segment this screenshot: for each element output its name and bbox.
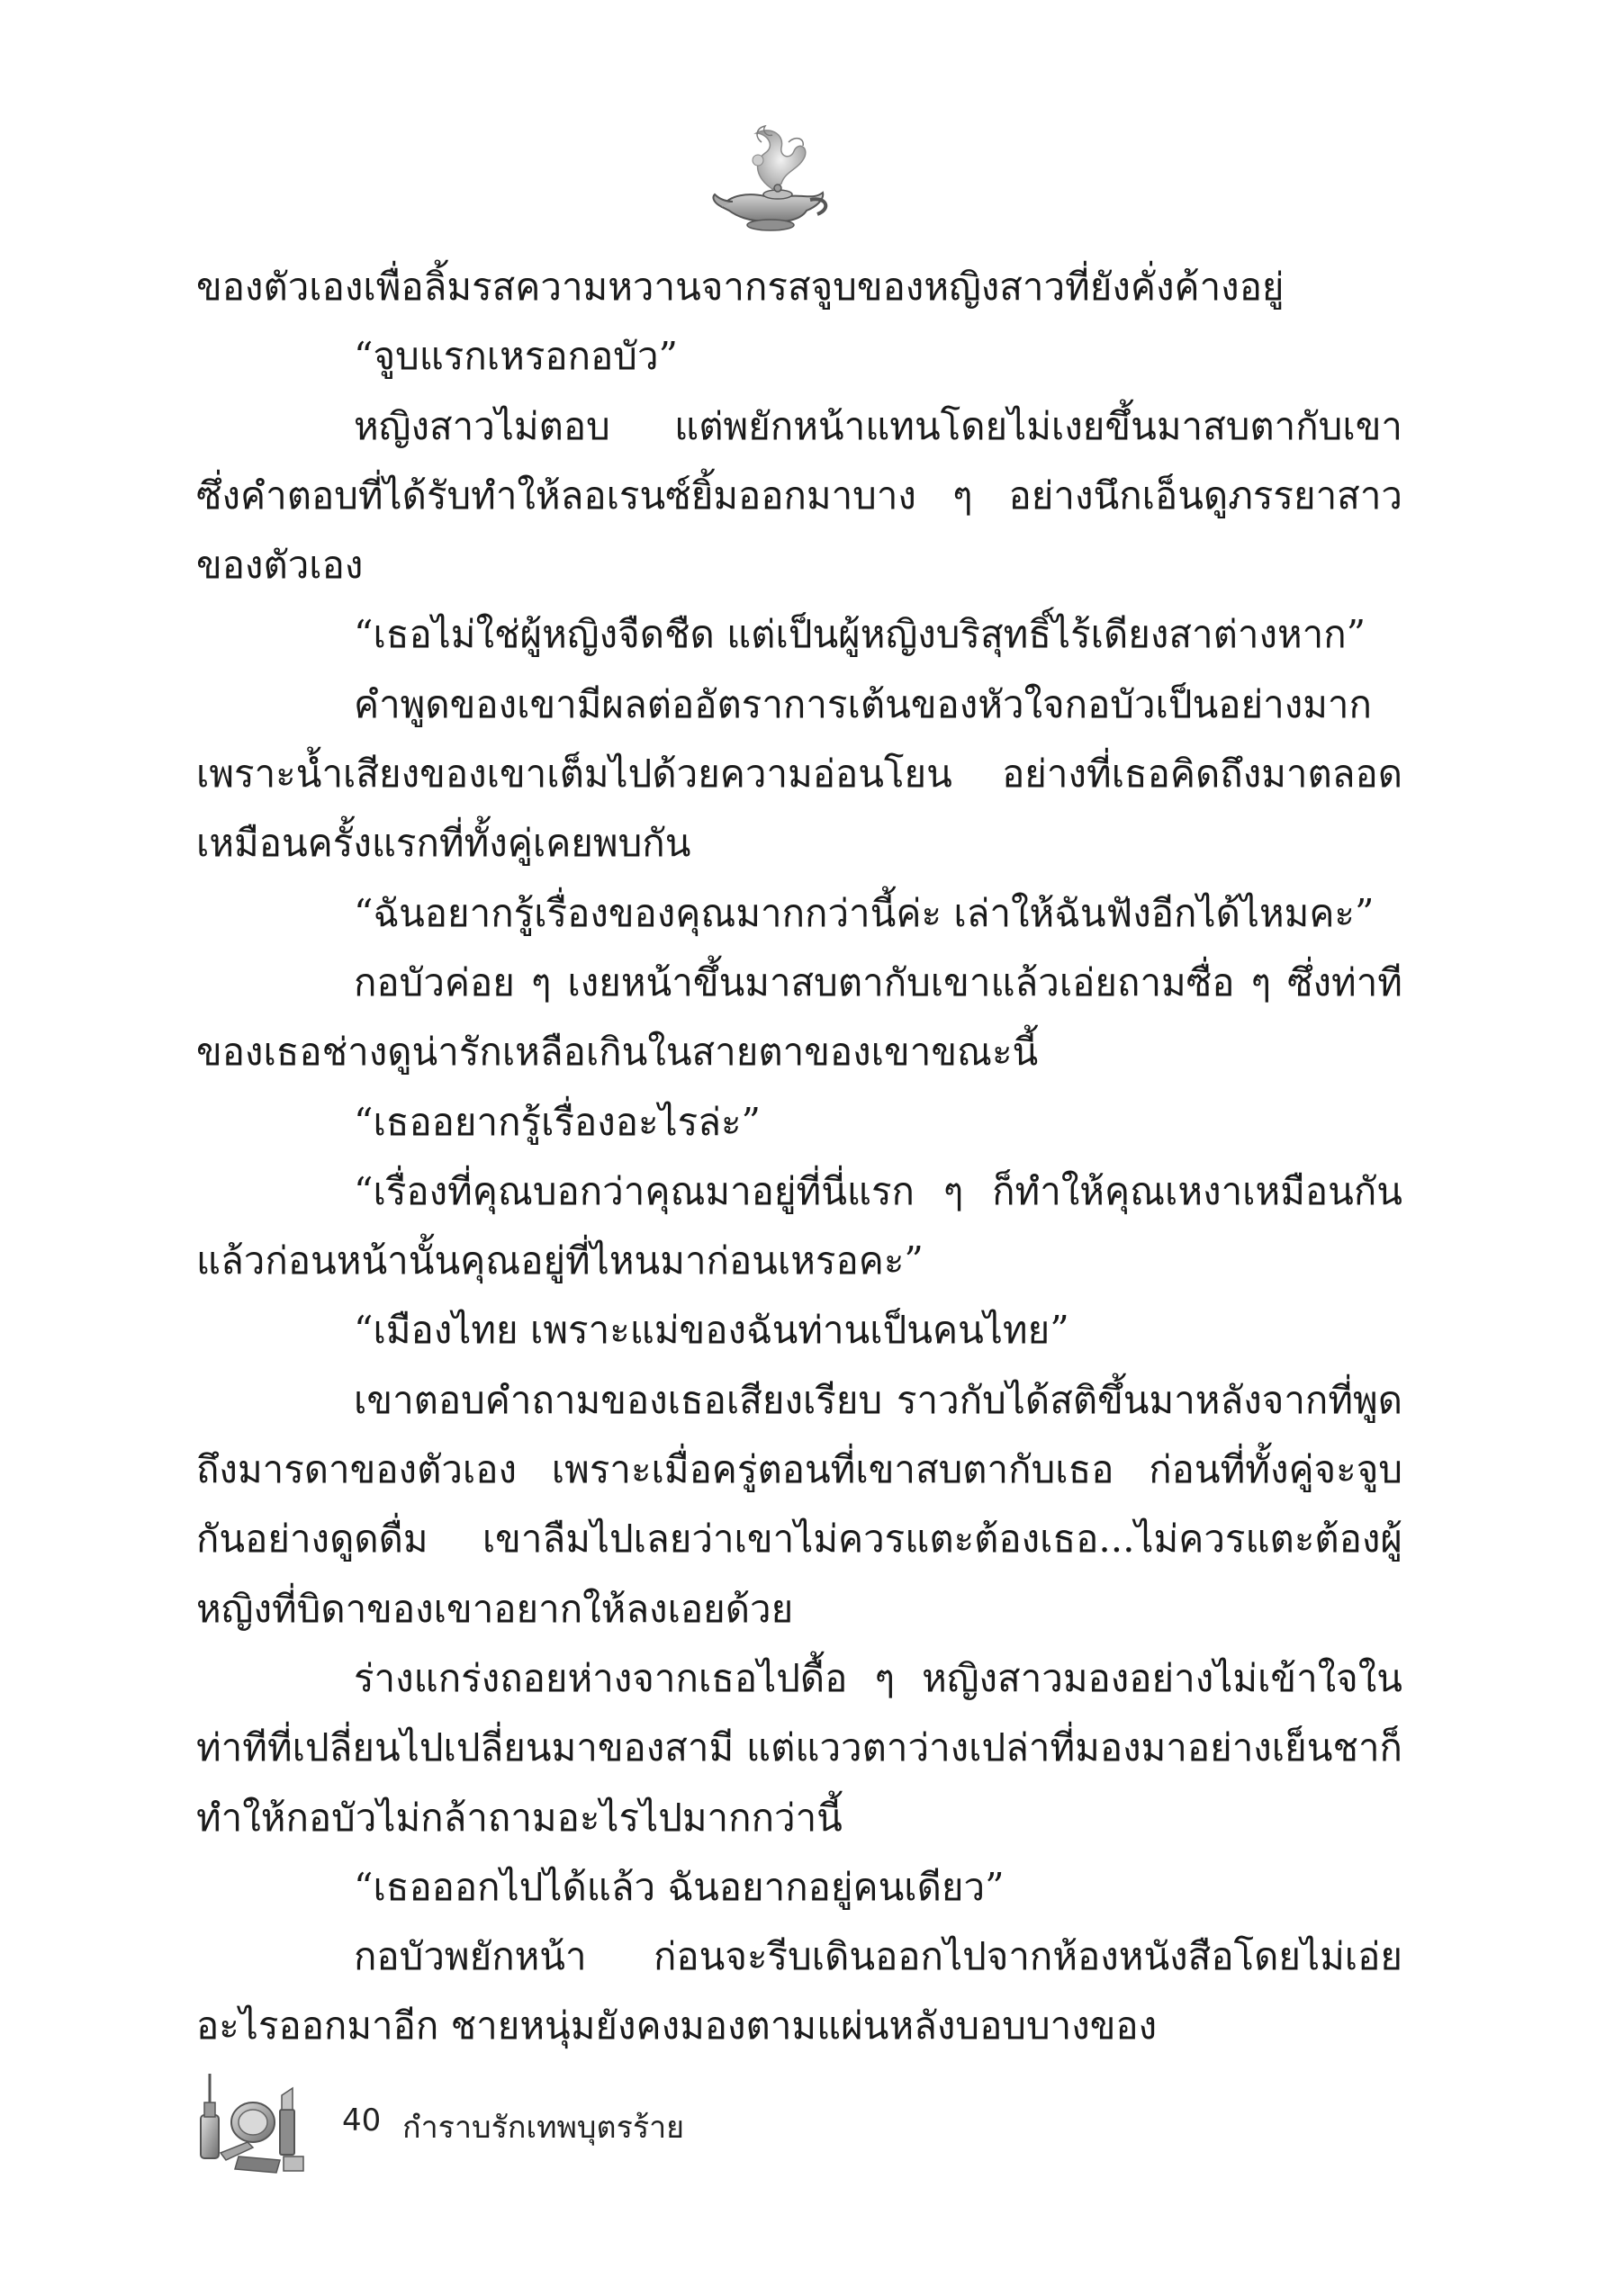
paragraph: กอบัวค่อย ๆ เงยหน้าขึ้นมาสบตากับเขาแล้วเอ่ยถามซื่อ ๆ ซึ่งท่าทีของเธอช่างดูน่ารักเหลือเกินในสายตาของเขาขณะนี้ bbox=[196, 959, 1402, 1075]
genie-lamp-icon bbox=[702, 106, 837, 241]
paragraph: หญิงสาวไม่ตอบ แต่พยักหน้าแทนโดยไม่เงยขึ้นมาสบตากับเขา ซึ่งคำตอบที่ได้รับทำให้ลอเรนซ์ยิ้มออกมาบาง ๆ อย่างนึกเอ็นดูภรรยาสาวของตัวเอง bbox=[196, 403, 1402, 588]
paragraph: “เธออยากรู้เรื่องอะไรล่ะ” bbox=[354, 1099, 761, 1144]
paragraph: “จูบแรกเหรอกอบัว” bbox=[354, 334, 678, 379]
paragraph: คำพูดของเขามีผลต่ออัตราการเต้นของหัวใจกอบัวเป็นอย่างมาก เพราะน้ำเสียงของเขาเต็มไปด้วยความอ่อนโยน อย่างที่เธอคิดถึงมาตลอด เหมือนครั้งแรกที่ทั้งคู่เคยพบกัน bbox=[196, 681, 1402, 866]
paragraph: “เธอออกไปได้แล้ว ฉันอยากอยู่คนเดียว” bbox=[354, 1864, 1005, 1909]
page-footer bbox=[194, 2070, 1004, 2178]
paragraph: ของตัวเองเพื่อลิ้มรสความหวานจากรสจูบของหญิงสาวที่ยังคั่งค้างอยู่ bbox=[196, 265, 1285, 309]
paragraph: เขาตอบคำถามของเธอเสียงเรียบ ราวกับได้สติขึ้นมาหลังจากที่พูดถึงมารดาของตัวเอง เพราะเมื่อครู่ตอนที่เขาสบตากับเธอ ก่อนที่ทั้งคู่จะจูบกันอย่างดูดดื่ม เขาลืมไปเลยว่าเขาไม่ควรแตะต้องเธอ...ไม่ควรแตะต้องผู้หญิงที่บิดาของเขาอยากให้ลงเอยด้วย bbox=[196, 1377, 1402, 1631]
paragraph: ร่างแกร่งถอยห่างจากเธอไปดื้อ ๆ หญิงสาวมองอย่างไม่เข้าใจในท่าทีที่เปลี่ยนไปเปลี่ยนมาของสามี แต่แววตาว่างเปล่าที่มองมาอย่างเย็นชาก็ทำให้กอบัวไม่กล้าถามอะไรไปมากกว่านี้ bbox=[196, 1655, 1402, 1840]
paragraph: กอบัวพยักหน้า ก่อนจะรีบเดินออกไปจากห้องหนังสือโดยไม่เอ่ยอะไรออกมาอีก ชายหนุ่มยังคงมองตามแผ่นหลังบอบบางของ bbox=[196, 1934, 1402, 2048]
paragraph: “เรื่องที่คุณบอกว่าคุณมาอยู่ที่นี่แรก ๆ ก็ทำให้คุณเหงาเหมือนกันแล้วก่อนหน้านั้นคุณอยู่ที่ไหนมาก่อนเหรอคะ” bbox=[196, 1168, 1402, 1283]
book-title: กำราบรักเทพบุตรร้าย bbox=[402, 2110, 685, 2146]
cosmetics-icon bbox=[194, 2070, 311, 2178]
page-number: 40 bbox=[342, 2102, 382, 2138]
paragraph: “ฉันอยากรู้เรื่องของคุณมากกว่านี้ค่ะ เล่าให้ฉันฟังอีกได้ไหมคะ” bbox=[354, 890, 1375, 935]
paragraph: “เธอไม่ใช่ผู้หญิงจืดชืด แต่เป็นผู้หญิงบริสุทธิ์ไร้เดียงสาต่างหาก” bbox=[354, 612, 1366, 657]
body-text bbox=[196, 252, 1402, 2061]
paragraph: “เมืองไทย เพราะแม่ของฉันท่านเป็นคนไทย” bbox=[354, 1308, 1069, 1353]
